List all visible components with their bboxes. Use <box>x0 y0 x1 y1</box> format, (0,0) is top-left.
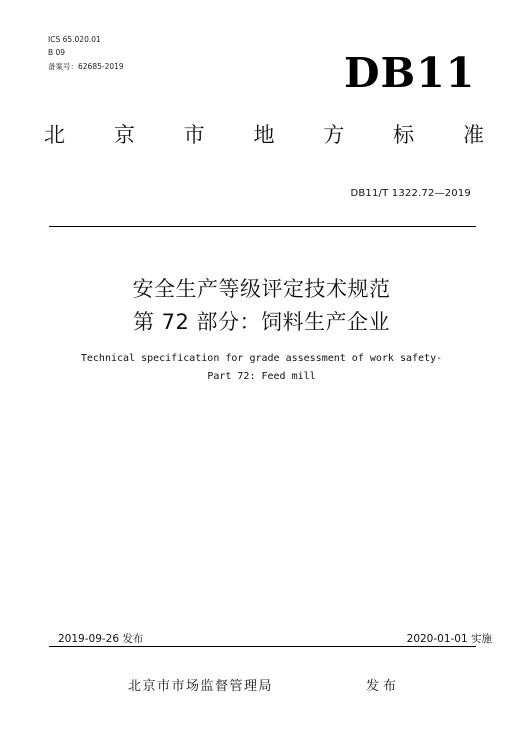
issue-date: 2019-09-26 发布 <box>58 633 144 645</box>
standard-number: DB11/T 1322.72—2019 <box>350 188 471 199</box>
ics-code: ICS 65.020.01 <box>48 35 101 44</box>
standard-type-char: 标 <box>393 123 415 147</box>
standard-type-char: 地 <box>253 123 275 147</box>
title-english-line-2: Part 72: Feed mill <box>207 371 316 382</box>
title-chinese-line-2: 第 72 部分：饲料生产企业 <box>132 310 391 334</box>
standard-type-heading <box>44 120 484 150</box>
ccs-code: B 09 <box>48 48 66 57</box>
standard-type-char: 方 <box>323 123 345 147</box>
standard-type-char: 市 <box>183 123 205 147</box>
title-english-line-1: Technical specification for grade assessment of work safety- <box>80 353 443 364</box>
filing-number: 备案号：62685-2019 <box>48 62 124 71</box>
footer-divider <box>49 646 476 647</box>
title-chinese-line-1: 安全生产等级评定技术规范 <box>132 277 391 301</box>
standard-type-char: 北 <box>44 123 65 147</box>
db11-logo-text: DB11 <box>344 49 476 97</box>
implementation-date: 2020-01-01 实施 <box>406 633 492 645</box>
issue-label: 发布 <box>366 679 401 694</box>
issuing-authority: 北京市市场监督管理局 <box>128 679 274 694</box>
standard-type-char: 准 <box>462 123 484 147</box>
header-divider <box>49 226 476 227</box>
standard-type-char: 京 <box>113 123 135 147</box>
